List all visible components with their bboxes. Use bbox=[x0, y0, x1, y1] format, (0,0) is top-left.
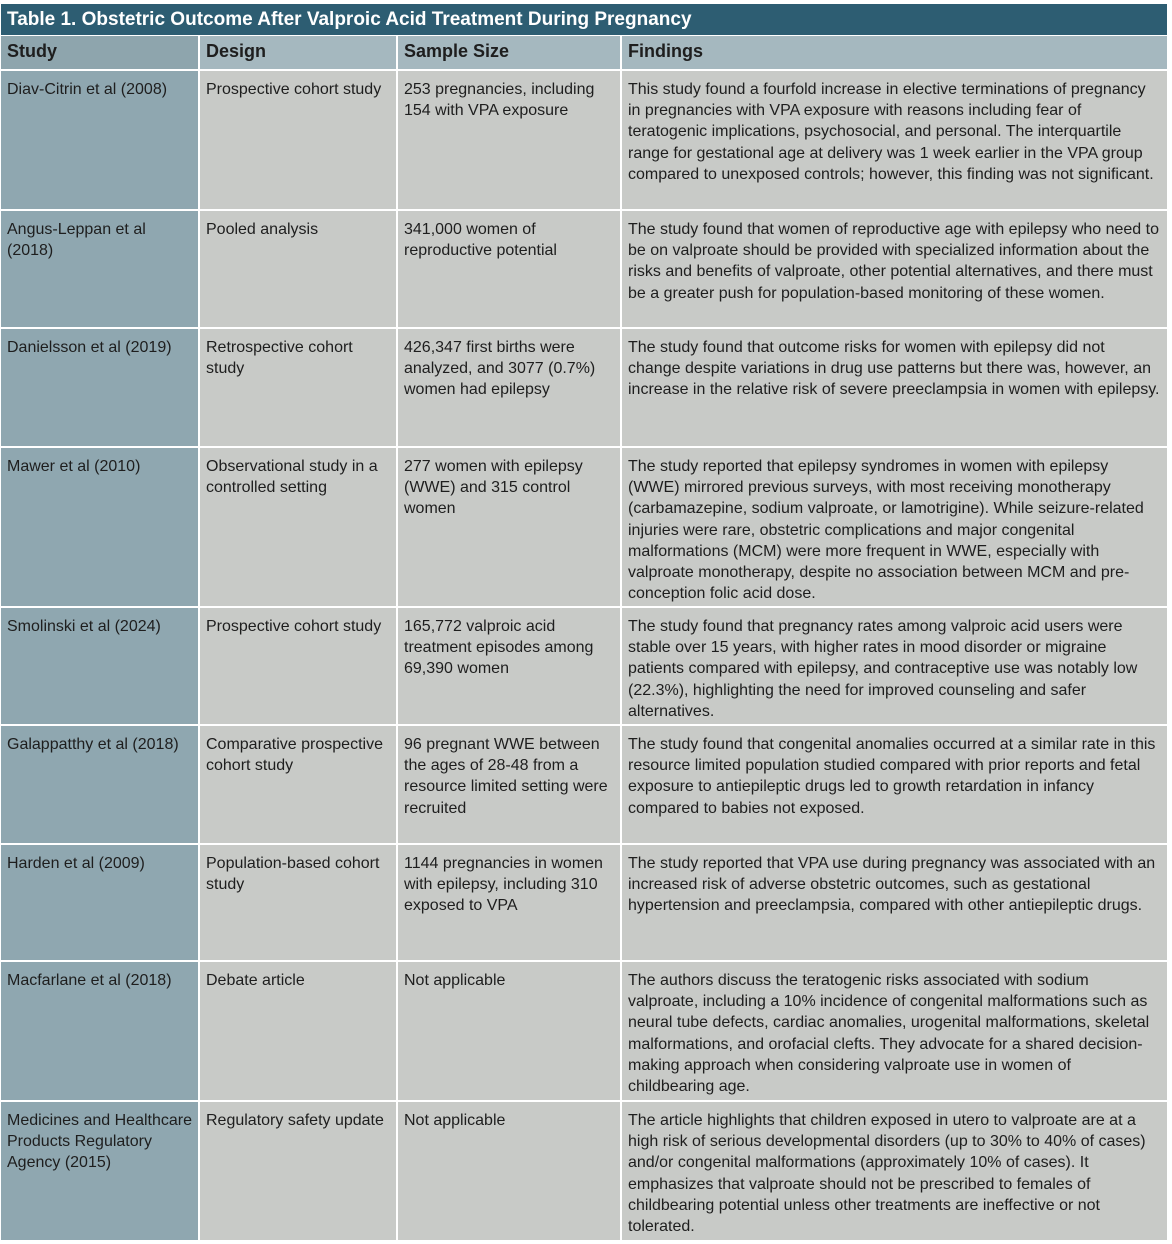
study-cell: Medicines and Healthcare Products Regulatory Agency (2015) bbox=[1, 1101, 199, 1240]
header-row bbox=[1, 36, 1167, 70]
table-title: Table 1. Obstetric Outcome After Valproic Acid Treatment During Pregnancy bbox=[1, 4, 1167, 35]
table-row bbox=[1, 725, 1167, 844]
findings-cell: The article highlights that children exposed in utero to valproate are at a high risk of serious developmental disorders (up to 30% to 40% of cases) and/or congenital malformations (approximately 10% of cases). It emphasizes that valproate should not be prescribed to females of childbearing potential unless other treatments are ineffective or not tolerated. bbox=[621, 1101, 1167, 1240]
findings-cell: The study found that pregnancy rates among valproic acid users were stable over 15 years, with higher rates in mood disorder or migraine patients compared with epilepsy, and contraceptive use was notably low (22.3%), highlighting the need for improved counseling and safer alternatives. bbox=[621, 607, 1167, 725]
sample-cell: 277 women with epilepsy (WWE) and 315 control women bbox=[397, 447, 621, 607]
findings-cell: The study found that women of reproductive age with epilepsy who need to be on valproate should be provided with specialized information about the risks and benefits of valproate, other potential alternatives, and there must be a greater push for population-based monitoring of these women. bbox=[621, 210, 1167, 328]
table-row bbox=[1, 961, 1167, 1101]
sample-cell: 96 pregnant WWE between the ages of 28-48 from a resource limited setting were recruited bbox=[397, 725, 621, 844]
sample-cell: 426,347 first births were analyzed, and 3077 (0.7%) women had epilepsy bbox=[397, 328, 621, 447]
study-cell: Smolinski et al (2024) bbox=[1, 607, 199, 725]
findings-cell: The study found that congenital anomalies occurred at a similar rate in this resource limited population studied compared with prior reports and fetal exposure to antiepileptic drugs led to growth retardation in infancy compared to babies not exposed. bbox=[621, 725, 1167, 844]
design-cell: Population-based cohort study bbox=[199, 844, 397, 961]
sample-cell: 341,000 women of reproductive potential bbox=[397, 210, 621, 328]
design-cell: Prospective cohort study bbox=[199, 70, 397, 210]
design-cell: Pooled analysis bbox=[199, 210, 397, 328]
table-row bbox=[1, 210, 1167, 328]
findings-cell: The study found that outcome risks for women with epilepsy did not change despite variations in drug use patterns but there was, however, an increase in the relative risk of severe preeclampsia in women with epilepsy. bbox=[621, 328, 1167, 447]
design-cell: Regulatory safety update bbox=[199, 1101, 397, 1240]
table-row bbox=[1, 328, 1167, 447]
findings-cell: This study found a fourfold increase in elective terminations of pregnancy in pregnancies with VPA exposure with reasons including fear of teratogenic implications, psychosocial, and personal. The interquartile range for gestational age at delivery was 1 week earlier in the VPA group compared to unexposed controls; however, this finding was not significant. bbox=[621, 70, 1167, 210]
findings-cell: The study reported that epilepsy syndromes in women with epilepsy (WWE) mirrored previous surveys, with most receiving monotherapy (carbamazepine, sodium valproate, or lamotrigine). While seizure-related injuries were rare, obstetric complications and major congenital malformations (MCM) were more frequent in WWE, especially with valproate monotherapy, despite no association between MCM and pre-conception folic acid dose. bbox=[621, 447, 1167, 607]
design-cell: Prospective cohort study bbox=[199, 607, 397, 725]
design-cell: Observational study in a controlled setting bbox=[199, 447, 397, 607]
table-row bbox=[1, 70, 1167, 210]
table-row bbox=[1, 607, 1167, 725]
study-cell: Galappatthy et al (2018) bbox=[1, 725, 199, 844]
sample-cell: 253 pregnancies, including 154 with VPA exposure bbox=[397, 70, 621, 210]
header-design: Design bbox=[199, 36, 397, 70]
header-study: Study bbox=[1, 36, 199, 70]
sample-cell: 1144 pregnancies in women with epilepsy, including 310 exposed to VPA bbox=[397, 844, 621, 961]
study-cell: Angus-Leppan et al (2018) bbox=[1, 210, 199, 328]
header-findings: Findings bbox=[621, 36, 1167, 70]
sample-cell: Not applicable bbox=[397, 961, 621, 1101]
sample-cell: 165,772 valproic acid treatment episodes among 69,390 women bbox=[397, 607, 621, 725]
table-row bbox=[1, 447, 1167, 607]
study-cell: Harden et al (2009) bbox=[1, 844, 199, 961]
design-cell: Retrospective cohort study bbox=[199, 328, 397, 447]
study-cell: Diav-Citrin et al (2008) bbox=[1, 70, 199, 210]
design-cell: Comparative prospective cohort study bbox=[199, 725, 397, 844]
table-row bbox=[1, 1101, 1167, 1240]
header-sample-size: Sample Size bbox=[397, 36, 621, 70]
studies-table bbox=[1, 36, 1167, 1240]
sample-cell: Not applicable bbox=[397, 1101, 621, 1240]
findings-cell: The authors discuss the teratogenic risks associated with sodium valproate, including a 10% incidence of congenital malformations such as neural tube defects, cardiac anomalies, urogenital malformations, skeletal malformations, and orofacial clefts. They advocate for a shared decision-making approach when considering valproate use in women of childbearing age. bbox=[621, 961, 1167, 1101]
design-cell: Debate article bbox=[199, 961, 397, 1101]
study-cell: Mawer et al (2010) bbox=[1, 447, 199, 607]
study-cell: Macfarlane et al (2018) bbox=[1, 961, 199, 1101]
findings-cell: The study reported that VPA use during pregnancy was associated with an increased risk of adverse obstetric outcomes, such as gestational hypertension and preeclampsia, compared with other antiepileptic drugs. bbox=[621, 844, 1167, 961]
table-row bbox=[1, 844, 1167, 961]
study-cell: Danielsson et al (2019) bbox=[1, 328, 199, 447]
